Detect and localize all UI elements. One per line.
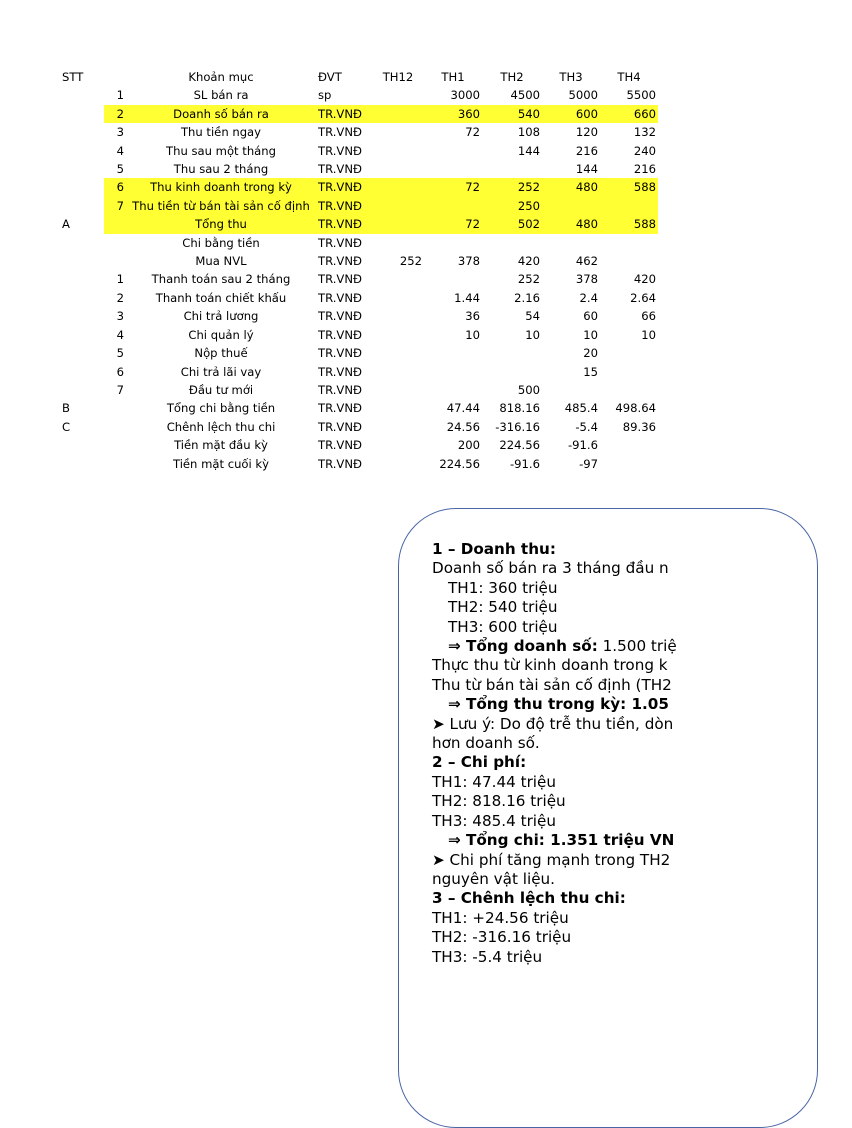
row-unit: TR.VNĐ xyxy=(318,401,362,416)
row-item: Tổng chi bằng tiền xyxy=(166,401,276,416)
row-item: Thanh toán chiết khấu xyxy=(155,290,287,305)
cell-th1 xyxy=(424,381,482,399)
row-stt xyxy=(60,197,104,215)
row-number xyxy=(104,215,126,233)
row-item: Thu sau một tháng xyxy=(166,143,276,158)
summary-line-text: Thu từ bán tài sản cố định (TH2 xyxy=(432,675,672,694)
cell-th1: 47.44 xyxy=(446,401,480,416)
row-unit: TR.VNĐ xyxy=(318,327,362,342)
row-unit: TR.VNĐ xyxy=(316,178,372,196)
row-number: 5 xyxy=(116,346,124,361)
row-unit: TR.VNĐ xyxy=(318,364,362,379)
cell-th12 xyxy=(372,105,424,123)
cell-th3: 15 xyxy=(583,364,598,379)
summary-line xyxy=(432,831,852,850)
table-row xyxy=(60,234,658,252)
row-number: 5 xyxy=(116,162,124,177)
cell-th12 xyxy=(372,123,424,141)
summary-line xyxy=(432,559,852,578)
summary-line xyxy=(432,598,852,617)
row-stt: C xyxy=(62,419,71,434)
cell-th1: 72 xyxy=(424,178,482,196)
cell-th4 xyxy=(600,234,658,252)
row-item: Tiền mặt cuối kỳ xyxy=(172,456,270,471)
cell-th3: 120 xyxy=(575,125,598,140)
header-th1: TH1 xyxy=(441,70,465,84)
table-row xyxy=(60,289,658,307)
cell-th12 xyxy=(372,436,424,454)
cell-th3: 480 xyxy=(542,215,600,233)
table-row xyxy=(60,105,658,123)
cell-th12: 252 xyxy=(399,254,422,269)
row-stt xyxy=(60,363,104,381)
summary-line xyxy=(432,773,852,792)
row-item: Chênh lệch thu chi xyxy=(166,419,276,434)
summary-line-text: TH3: -5.4 triệu xyxy=(432,947,543,966)
cell-th1: 24.56 xyxy=(446,419,480,434)
cell-th3: 60 xyxy=(583,309,598,324)
cell-th12 xyxy=(372,178,424,196)
cell-th4: 588 xyxy=(600,215,658,233)
cell-th1 xyxy=(424,197,482,215)
cell-th3: 485.4 xyxy=(564,401,598,416)
summary-line-text: hơn doanh số. xyxy=(432,734,540,753)
cell-th4: 5500 xyxy=(626,88,656,103)
row-stt xyxy=(60,344,104,362)
table-row xyxy=(60,215,658,233)
summary-line-text: TH2: 540 triệu xyxy=(448,598,558,617)
cell-th4 xyxy=(600,381,658,399)
header-th4: TH4 xyxy=(617,70,641,84)
table-row xyxy=(60,197,658,215)
summary-line xyxy=(432,715,852,734)
summary-line-bold: 2 – Chi phí: xyxy=(432,753,527,772)
summary-callout xyxy=(398,508,685,966)
cell-th2: 500 xyxy=(517,382,540,397)
table-row xyxy=(60,363,658,381)
cell-th3: 378 xyxy=(575,272,598,287)
cell-th3: 5000 xyxy=(568,88,598,103)
cell-th3: 480 xyxy=(542,178,600,196)
row-item: Tiền mặt đầu kỳ xyxy=(174,438,268,453)
cell-th1 xyxy=(424,234,482,252)
summary-line xyxy=(432,695,852,714)
cell-th3: 20 xyxy=(583,346,598,361)
summary-line xyxy=(432,618,852,637)
summary-line xyxy=(432,656,852,675)
row-stt: B xyxy=(62,401,70,416)
row-number xyxy=(104,234,126,252)
cell-th4: 10 xyxy=(641,327,656,342)
cell-th2: 420 xyxy=(517,254,540,269)
row-number: 4 xyxy=(116,327,124,342)
header-th3: TH3 xyxy=(559,70,583,84)
row-stt xyxy=(60,381,104,399)
table-row xyxy=(60,142,658,160)
row-unit: TR.VNĐ xyxy=(318,125,362,140)
cell-th1: 10 xyxy=(465,327,480,342)
cell-th12 xyxy=(372,399,424,417)
table-row xyxy=(60,381,658,399)
row-number: 7 xyxy=(104,197,126,215)
cell-th1 xyxy=(424,142,482,160)
summary-line-text: TH1: +24.56 triệu xyxy=(432,908,569,927)
summary-line xyxy=(432,909,852,928)
cell-th12 xyxy=(372,307,424,325)
summary-line xyxy=(432,851,852,870)
table-row xyxy=(60,436,658,454)
row-unit: TR.VNĐ xyxy=(318,309,362,324)
row-number: 4 xyxy=(116,143,124,158)
cell-th4 xyxy=(600,197,658,215)
summary-line-bold: ⇒ Tổng chi: 1.351 triệu VN xyxy=(448,831,675,850)
row-stt xyxy=(60,455,104,473)
cell-th2: -91.6 xyxy=(510,456,540,471)
table-row xyxy=(60,418,658,436)
summary-line-text: TH2: -316.16 triệu xyxy=(432,928,572,947)
cell-th12 xyxy=(372,270,424,288)
cell-th4 xyxy=(600,455,658,473)
summary-line xyxy=(432,734,852,753)
summary-line xyxy=(432,676,852,695)
cash-flow-table xyxy=(60,68,658,473)
row-item: Mua NVL xyxy=(195,254,247,269)
row-item: Đầu tư mới xyxy=(188,382,254,397)
row-number: 2 xyxy=(104,105,126,123)
cell-th4: 660 xyxy=(600,105,658,123)
cell-th1 xyxy=(424,363,482,381)
summary-line-text: ➤ Lưu ý: Do độ trễ thu tiền, dòn xyxy=(432,714,674,733)
cell-th12 xyxy=(372,455,424,473)
table-row xyxy=(60,86,658,104)
row-unit: TR.VNĐ xyxy=(318,382,362,397)
row-unit: TR.VNĐ xyxy=(316,105,372,123)
row-unit: TR.VNĐ xyxy=(318,235,362,250)
row-stt xyxy=(60,436,104,454)
cell-th12 xyxy=(372,363,424,381)
cell-th2 xyxy=(482,344,542,362)
cell-th12 xyxy=(372,197,424,215)
summary-line xyxy=(432,948,852,967)
cell-th2 xyxy=(482,160,542,178)
table-row xyxy=(60,326,658,344)
row-stt xyxy=(60,86,104,104)
row-unit: TR.VNĐ xyxy=(318,290,362,305)
row-number: 6 xyxy=(104,178,126,196)
cell-th12 xyxy=(372,326,424,344)
row-stt xyxy=(60,307,104,325)
row-unit: TR.VNĐ xyxy=(318,254,362,269)
cell-th1: 72 xyxy=(465,125,480,140)
row-number: 6 xyxy=(116,364,124,379)
row-stt xyxy=(60,178,104,196)
cell-th2: 818.16 xyxy=(499,401,540,416)
row-number: 1 xyxy=(116,272,124,287)
row-number xyxy=(104,455,126,473)
row-number xyxy=(104,252,126,270)
row-item: SL bán ra xyxy=(193,88,249,103)
row-number xyxy=(104,436,126,454)
header-unit: ĐVT xyxy=(318,70,342,84)
row-stt xyxy=(60,160,104,178)
table-row xyxy=(60,178,658,196)
cell-th4: 66 xyxy=(641,309,656,324)
cell-th2: 4500 xyxy=(510,88,540,103)
row-stt xyxy=(60,105,104,123)
cell-th3: -97 xyxy=(579,456,598,471)
cell-th3: -91.6 xyxy=(568,438,598,453)
cell-th12 xyxy=(372,344,424,362)
table-row xyxy=(60,307,658,325)
row-stt xyxy=(60,234,104,252)
cell-th3: 462 xyxy=(575,254,598,269)
table-row xyxy=(60,455,658,473)
cell-th2 xyxy=(482,363,542,381)
summary-line xyxy=(432,870,852,889)
cell-th1: 378 xyxy=(457,254,480,269)
row-number: 7 xyxy=(116,382,124,397)
row-stt xyxy=(60,326,104,344)
cell-th4: 588 xyxy=(600,178,658,196)
row-number: 2 xyxy=(116,290,124,305)
table-row xyxy=(60,270,658,288)
summary-line xyxy=(432,812,852,831)
cell-th1: 360 xyxy=(424,105,482,123)
cell-th1 xyxy=(424,270,482,288)
row-stt xyxy=(60,142,104,160)
summary-line xyxy=(432,637,852,656)
row-item: Thu kinh doanh trong kỳ xyxy=(126,178,316,196)
cell-th12 xyxy=(372,381,424,399)
cell-th12 xyxy=(372,215,424,233)
cell-th2 xyxy=(482,234,542,252)
row-number xyxy=(104,399,126,417)
row-unit: TR.VNĐ xyxy=(316,197,372,215)
cell-th1: 200 xyxy=(457,438,480,453)
cell-th2: 502 xyxy=(482,215,542,233)
summary-line xyxy=(432,540,852,559)
header-item: Khoản mục xyxy=(188,70,254,84)
cell-th1: 224.56 xyxy=(439,456,480,471)
cell-th3 xyxy=(542,197,600,215)
row-unit: TR.VNĐ xyxy=(318,419,362,434)
cell-th3: 2.4 xyxy=(579,290,598,305)
cell-th12 xyxy=(372,160,424,178)
cell-th2: 144 xyxy=(517,143,540,158)
row-stt xyxy=(60,252,104,270)
table-row xyxy=(60,344,658,362)
row-item: Thu tiền từ bán tài sản cố định xyxy=(126,197,316,215)
row-unit: TR.VNĐ xyxy=(318,438,362,453)
summary-line xyxy=(432,889,852,908)
table-row xyxy=(60,160,658,178)
summary-line xyxy=(432,928,852,947)
cell-th3 xyxy=(542,381,600,399)
row-stt: A xyxy=(62,217,70,232)
cell-th1: 72 xyxy=(424,215,482,233)
row-unit: TR.VNĐ xyxy=(318,272,362,287)
summary-line-text: Thực thu từ kinh doanh trong k xyxy=(432,656,668,675)
row-item: Chi bằng tiền xyxy=(182,235,260,250)
header-row xyxy=(60,68,658,86)
header-stt: STT xyxy=(62,70,84,84)
row-unit: TR.VNĐ xyxy=(316,215,372,233)
cell-th4: 240 xyxy=(633,143,656,158)
cell-th4: 132 xyxy=(633,125,656,140)
row-item: Thu sau 2 tháng xyxy=(173,162,269,177)
row-item: Chi quản lý xyxy=(188,327,254,342)
row-unit: sp xyxy=(318,88,332,103)
cell-th3: 144 xyxy=(575,162,598,177)
cell-th4: 498.64 xyxy=(615,401,656,416)
cell-th2: 108 xyxy=(517,125,540,140)
cell-th12 xyxy=(372,418,424,436)
summary-text xyxy=(432,540,852,967)
cell-th2: 540 xyxy=(482,105,542,123)
cell-th12 xyxy=(372,234,424,252)
cell-th3: 10 xyxy=(583,327,598,342)
summary-line-text: nguyên vật liệu. xyxy=(432,869,555,888)
summary-line xyxy=(432,792,852,811)
cell-th2: 224.56 xyxy=(499,438,540,453)
summary-line-text: TH3: 600 triệu xyxy=(448,617,558,636)
cell-th1: 1.44 xyxy=(454,290,480,305)
table-row xyxy=(60,252,658,270)
cell-th2: -316.16 xyxy=(495,419,540,434)
cell-th2: 10 xyxy=(525,327,540,342)
row-item: Doanh số bán ra xyxy=(126,105,316,123)
row-unit: TR.VNĐ xyxy=(318,346,362,361)
row-unit: TR.VNĐ xyxy=(318,456,362,471)
cell-th4: 420 xyxy=(633,272,656,287)
cell-th1 xyxy=(424,344,482,362)
summary-line xyxy=(432,753,852,772)
row-item: Chi trả lương xyxy=(183,309,259,324)
row-item: Chi trả lãi vay xyxy=(180,364,262,379)
summary-line-bold: ⇒ Tổng doanh số: xyxy=(448,637,598,656)
row-stt xyxy=(60,270,104,288)
cell-th2: 252 xyxy=(517,272,540,287)
summary-line-text: TH3: 485.4 triệu xyxy=(432,811,556,830)
row-item: Tổng thu xyxy=(126,215,316,233)
cell-th12 xyxy=(372,142,424,160)
summary-line-text: Doanh số bán ra 3 tháng đầu n xyxy=(432,559,669,578)
cell-th4 xyxy=(600,363,658,381)
summary-line-text: 1.500 triệ xyxy=(597,637,677,656)
cell-th2: 2.16 xyxy=(514,290,540,305)
cell-th2: 54 xyxy=(525,309,540,324)
cell-th4: 89.36 xyxy=(622,419,656,434)
cell-th12 xyxy=(372,289,424,307)
cell-th1: 3000 xyxy=(450,88,480,103)
cell-th4 xyxy=(600,436,658,454)
cell-th3: 216 xyxy=(575,143,598,158)
cell-th4 xyxy=(600,252,658,270)
row-item: Thanh toán sau 2 tháng xyxy=(151,272,291,287)
row-stt xyxy=(60,289,104,307)
summary-line-bold: 3 – Chênh lệch thu chi: xyxy=(432,889,626,908)
cell-th4 xyxy=(600,344,658,362)
cell-th3 xyxy=(542,234,600,252)
row-item: Nộp thuế xyxy=(194,346,248,361)
cell-th4: 2.64 xyxy=(630,290,656,305)
summary-line xyxy=(432,579,852,598)
row-number: 3 xyxy=(116,125,124,140)
summary-line-text: TH1: 360 triệu xyxy=(448,578,558,597)
table-row xyxy=(60,399,658,417)
header-blank xyxy=(104,68,126,86)
row-number: 3 xyxy=(116,309,124,324)
table-row xyxy=(60,123,658,141)
cell-th2: 250 xyxy=(482,197,542,215)
cell-th12 xyxy=(372,86,424,104)
cell-th1 xyxy=(424,160,482,178)
header-th12: TH12 xyxy=(382,70,414,84)
row-item: Thu tiền ngay xyxy=(180,125,262,140)
row-unit: TR.VNĐ xyxy=(318,143,362,158)
cell-th4: 216 xyxy=(633,162,656,177)
header-th2: TH2 xyxy=(500,70,524,84)
cell-th3: 600 xyxy=(542,105,600,123)
cell-th1: 36 xyxy=(465,309,480,324)
row-stt xyxy=(60,123,104,141)
cell-th2: 252 xyxy=(482,178,542,196)
row-unit: TR.VNĐ xyxy=(318,162,362,177)
cell-th3: -5.4 xyxy=(575,419,598,434)
summary-line-text: ➤ Chi phí tăng mạnh trong TH2 xyxy=(432,850,671,869)
summary-line-bold: 1 – Doanh thu: xyxy=(432,540,556,558)
summary-line-text: TH1: 47.44 triệu xyxy=(432,772,556,791)
summary-line-text: TH2: 818.16 triệu xyxy=(432,792,566,811)
summary-line-bold: ⇒ Tổng thu trong kỳ: 1.05 xyxy=(448,695,669,714)
row-number: 1 xyxy=(116,88,124,103)
row-number xyxy=(104,418,126,436)
